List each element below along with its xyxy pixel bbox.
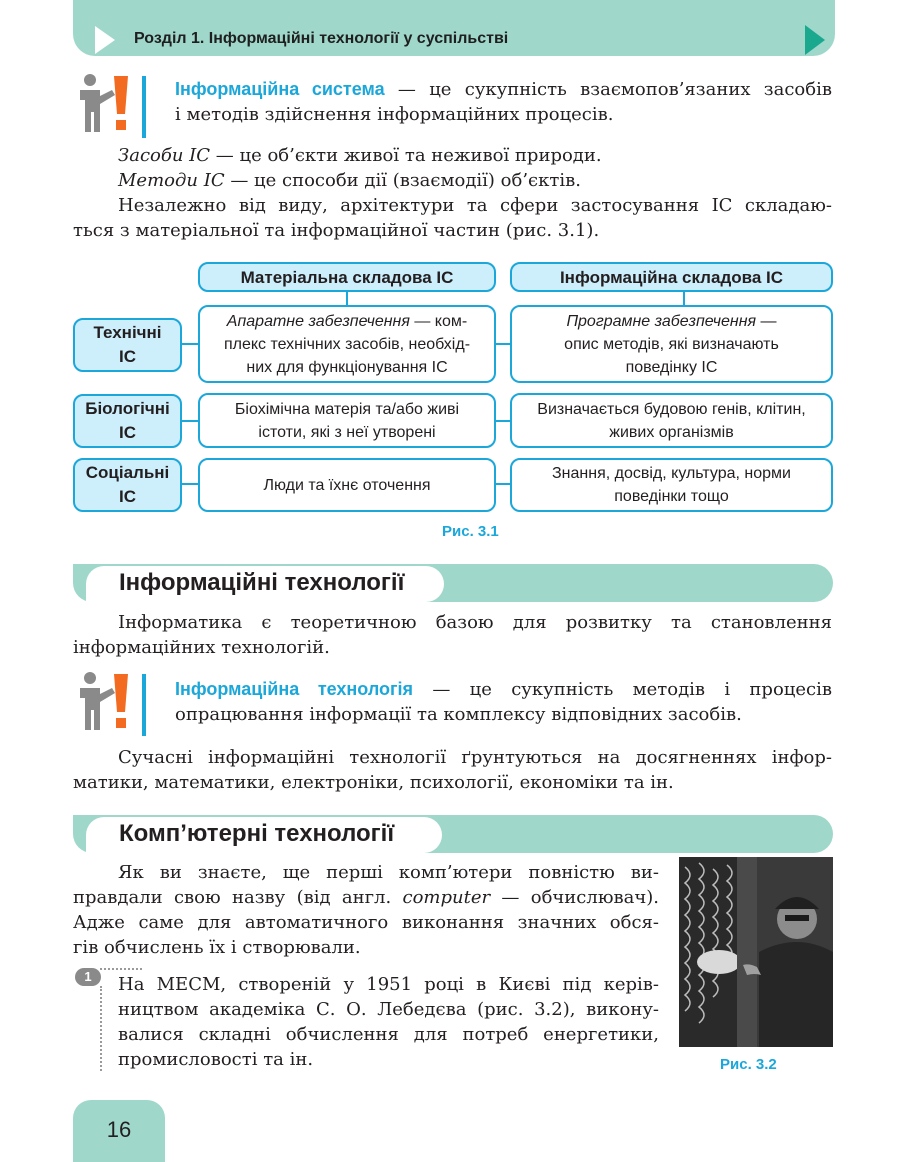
cell-people: Люди та їхнє оточення — [198, 458, 496, 512]
cell-knowledge: Знання, досвід, культура, норми поведінки тощо — [510, 458, 833, 512]
para-line: Незалежно від виду, архітектури та сфери застосування ІС складаю- — [118, 195, 832, 216]
next-arrow-icon[interactable] — [805, 25, 825, 55]
connector-line — [180, 343, 200, 345]
definition-bar — [142, 76, 146, 138]
definition-term: Інформаційна система — [175, 79, 385, 99]
para-line: Сучасні інформаційні технології ґрунтуються на досягненнях інфор- — [118, 747, 832, 768]
cell-genes: Визначається будовою генів, клітин, живих організмів — [510, 393, 833, 448]
definition-information-technology: Інформаційна технологія — це сукупність методів і процесів опрацювання інформації та комплексу відповідних засобів. — [175, 679, 832, 725]
definition-information-system: Інформаційна система — це сукупність взаємопов’язаних засобів і методів здійснення інформаційних процесів. — [175, 79, 832, 125]
header-arrow-icon — [95, 26, 115, 54]
row-label-social: Соціальні ІС — [73, 458, 182, 512]
attention-icon — [76, 72, 136, 134]
para-line: інформаційних технологій. — [73, 637, 330, 658]
para-line: Інформатика є теоретичною базою для розвитку та становлення — [118, 612, 832, 633]
para-line: ться з матеріальної та інформаційної частин (рис. 3.1). — [73, 220, 600, 241]
mesm-photo — [679, 857, 833, 1047]
para-line: гів обчислень їх і створювали. — [73, 937, 361, 958]
page-number: 16 — [106, 1117, 132, 1142]
row-label-biological: Біологічні ІС — [73, 394, 182, 448]
para-line: Адже саме для автоматичного виконання значних обся- — [73, 912, 659, 933]
connector-line — [346, 290, 348, 306]
chapter-title: Розділ 1. Інформаційні технології у суспільстві — [134, 30, 509, 47]
connector-line — [683, 290, 685, 306]
row-label-technical: Технічні ІС — [73, 318, 182, 372]
connector-line — [180, 420, 200, 422]
cell-software: Програмне забезпечення — опис методів, які визначають поведінку ІС — [510, 305, 833, 383]
column-header-information: Інформаційна складова ІС — [510, 262, 833, 292]
figure-caption: Рис. 3.2 — [720, 1056, 777, 1073]
section-title: Комп’ютерні технології — [119, 820, 395, 847]
note-marker-badge: 1 — [75, 968, 101, 986]
para-line: матики, математики, електроніки, психології, економіки та ін. — [73, 772, 674, 793]
note-divider — [100, 968, 142, 970]
note-divider — [100, 986, 102, 1071]
para-line: Як ви знаєте, ще перші комп’ютери повністю ви- — [118, 862, 659, 883]
section-title: Інформаційні технології — [119, 569, 405, 596]
cell-hardware: Апаратне забезпечення — ком- плекс технічних засобів, необхід- них для функціонування ІС — [198, 305, 496, 383]
connector-line — [180, 483, 200, 485]
para-means: Засоби ІС — це об’єкти живої та неживої природи. — [118, 145, 602, 166]
attention-icon — [76, 670, 136, 732]
definition-term: Інформаційна технологія — [175, 679, 414, 699]
para-methods: Методи ІС — це способи дії (взаємодії) об’єктів. — [118, 170, 581, 191]
para-line: правдали свою назву (від англ. computer — обчислювач). — [73, 887, 660, 908]
column-header-material: Матеріальна складова ІС — [198, 262, 496, 292]
definition-bar — [142, 674, 146, 736]
figure-caption: Рис. 3.1 — [442, 523, 499, 540]
cell-biochemical: Біохімічна матерія та/або живі істоти, які з неї утворені — [198, 393, 496, 448]
note-mesm: На МЕСМ, створеній у 1951 році в Києві під керів- ництвом академіка С. О. Лебедєва (рис. 3.2), викону- валися складні обчислення для потреб енергетики, промисловості та ін. — [118, 974, 659, 1070]
